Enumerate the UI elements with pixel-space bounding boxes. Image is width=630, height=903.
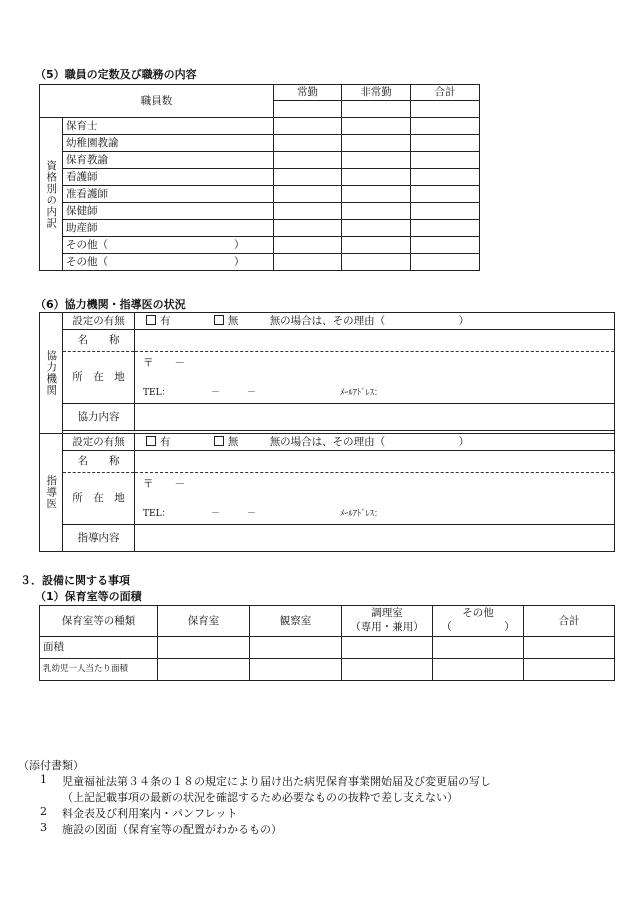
cell[interactable]: [411, 169, 480, 186]
tel: TEL： － －: [143, 388, 257, 398]
setting-row: [135, 434, 615, 451]
cell[interactable]: [411, 237, 480, 254]
section6-heading: （6）協力機関・指導医の状況: [35, 298, 186, 311]
content-label: 協力内容: [63, 404, 135, 431]
setting-label: 設定の有無: [63, 313, 135, 330]
section3-subheading: （1）保育室等の面積: [35, 590, 142, 603]
reason-text: 無の場合は、その理由（ ）: [269, 436, 470, 449]
qualification-side-label: 資格別の内訳: [40, 118, 63, 271]
chori-sub: （専用・兼用）: [350, 621, 424, 633]
cell[interactable]: [342, 237, 411, 254]
attachment-text: （上記記載事項の最新の状況を確認するため必要なものの抜粋で差し支えない）: [62, 791, 458, 804]
cell[interactable]: [342, 169, 411, 186]
cell[interactable]: [158, 637, 250, 659]
opt-yes-label: 有: [160, 436, 171, 449]
attachment-num: 2: [40, 805, 47, 818]
cell[interactable]: [433, 637, 524, 659]
cell[interactable]: [158, 659, 250, 681]
staff-count-header: 職員数: [40, 85, 274, 118]
cell[interactable]: [411, 135, 480, 152]
email-label: ﾒｰﾙｱﾄﾞﾚｽ：: [340, 388, 383, 398]
cell[interactable]: [342, 118, 411, 135]
content-field[interactable]: [135, 404, 615, 431]
cooperation-side-label: 協力機関: [40, 313, 63, 434]
checkbox-no[interactable]: [214, 436, 224, 446]
row-label: 幼稚園教諭: [63, 135, 274, 152]
cell[interactable]: [274, 254, 342, 271]
address-label: 所 在 地: [63, 352, 135, 404]
cell[interactable]: [524, 637, 615, 659]
cell[interactable]: [342, 186, 411, 203]
content-field[interactable]: [135, 525, 615, 552]
postal: 〒 －: [143, 478, 185, 490]
cell[interactable]: [433, 659, 524, 681]
cell[interactable]: [250, 659, 342, 681]
opt-no-label: 無: [227, 315, 239, 328]
cell[interactable]: [274, 186, 342, 203]
opt-no-label: 無: [227, 436, 239, 449]
cell[interactable]: [411, 186, 480, 203]
other-sub: （ ）: [441, 621, 515, 633]
address-field[interactable]: [135, 352, 615, 404]
cell[interactable]: [342, 152, 411, 169]
doctor-side-label: 指導医: [40, 434, 63, 552]
cell[interactable]: [250, 637, 342, 659]
checkbox-yes[interactable]: [146, 315, 156, 325]
name-label: 名 称: [63, 330, 135, 352]
hoiku-header: 保育室: [158, 606, 250, 637]
row-label: 准看護師: [63, 186, 274, 203]
cell[interactable]: [274, 169, 342, 186]
name-label: 名 称: [63, 451, 135, 473]
cell[interactable]: [411, 118, 480, 135]
row-per-child-label: 乳幼児一人当たり面積: [40, 659, 158, 681]
cell[interactable]: [524, 659, 615, 681]
cell[interactable]: [274, 152, 342, 169]
attachment-num: 1: [40, 773, 47, 786]
cell[interactable]: [274, 237, 342, 254]
col-fulltime: 常勤: [274, 85, 342, 101]
row-label: 看護師: [63, 169, 274, 186]
row-label: 保育教諭: [63, 152, 274, 169]
checkbox-no[interactable]: [214, 315, 224, 325]
row-area-label: 面積: [40, 637, 158, 659]
address-field[interactable]: [135, 473, 615, 525]
chori-label: 調理室: [371, 607, 403, 620]
type-header: 保育室等の種類: [40, 606, 158, 637]
attachment-text: 児童福祉法第３４条の１８の規定により届け出た病児保育事業開始届及び変更届の写し: [62, 775, 491, 788]
name-field[interactable]: [135, 451, 615, 473]
email-label: ﾒｰﾙｱﾄﾞﾚｽ：: [340, 509, 383, 519]
row-label: その他（ ）: [63, 237, 274, 254]
cell[interactable]: [274, 203, 342, 220]
cell[interactable]: [411, 101, 480, 118]
cell[interactable]: [411, 254, 480, 271]
attachment-num: 3: [40, 821, 47, 834]
setting-label: 設定の有無: [63, 434, 135, 451]
attachment-text: 施設の図面（保育室等の配置がわかるもの）: [62, 823, 282, 836]
kansatsu-header: 観察室: [250, 606, 342, 637]
col-total: 合計: [411, 85, 480, 101]
other-label: その他: [462, 607, 494, 620]
cell[interactable]: [274, 101, 342, 118]
postal: 〒 －: [143, 357, 185, 369]
cell[interactable]: [342, 659, 433, 681]
cell[interactable]: [274, 135, 342, 152]
section3-heading: ３．設備に関する事項: [20, 574, 130, 587]
setting-row: [135, 313, 615, 330]
cell[interactable]: [411, 220, 480, 237]
opt-yes-label: 有: [160, 315, 171, 328]
row-label: その他（ ）: [63, 254, 274, 271]
cell[interactable]: [411, 152, 480, 169]
cell[interactable]: [274, 220, 342, 237]
chori-header: [342, 606, 433, 637]
cell[interactable]: [342, 135, 411, 152]
content-label: 指導内容: [63, 525, 135, 552]
name-field[interactable]: [135, 330, 615, 352]
cell[interactable]: [411, 203, 480, 220]
row-label: 保育士: [63, 118, 274, 135]
cell[interactable]: [342, 637, 433, 659]
row-label: 助産師: [63, 220, 274, 237]
cell[interactable]: [342, 220, 411, 237]
tel: TEL： － －: [143, 509, 257, 519]
facility-table: [39, 605, 615, 681]
other-header: [433, 606, 524, 637]
checkbox-yes[interactable]: [146, 436, 156, 446]
total-header: 合計: [524, 606, 615, 637]
staff-table: [39, 84, 480, 271]
row-label: 保健師: [63, 203, 274, 220]
reason-text: 無の場合は、その理由（ ）: [269, 315, 470, 328]
address-label: 所 在 地: [63, 473, 135, 525]
col-parttime: 非常勤: [342, 85, 411, 101]
cooperation-table: [39, 312, 615, 552]
section5-heading: （5）職員の定数及び職務の内容: [35, 68, 197, 81]
attachment-text: 料金表及び利用案内・パンフレット: [62, 807, 238, 820]
cell[interactable]: [274, 118, 342, 135]
attachments-heading: （添付書類）: [18, 759, 84, 772]
cell[interactable]: [342, 203, 411, 220]
cell[interactable]: [342, 101, 411, 118]
cell[interactable]: [342, 254, 411, 271]
